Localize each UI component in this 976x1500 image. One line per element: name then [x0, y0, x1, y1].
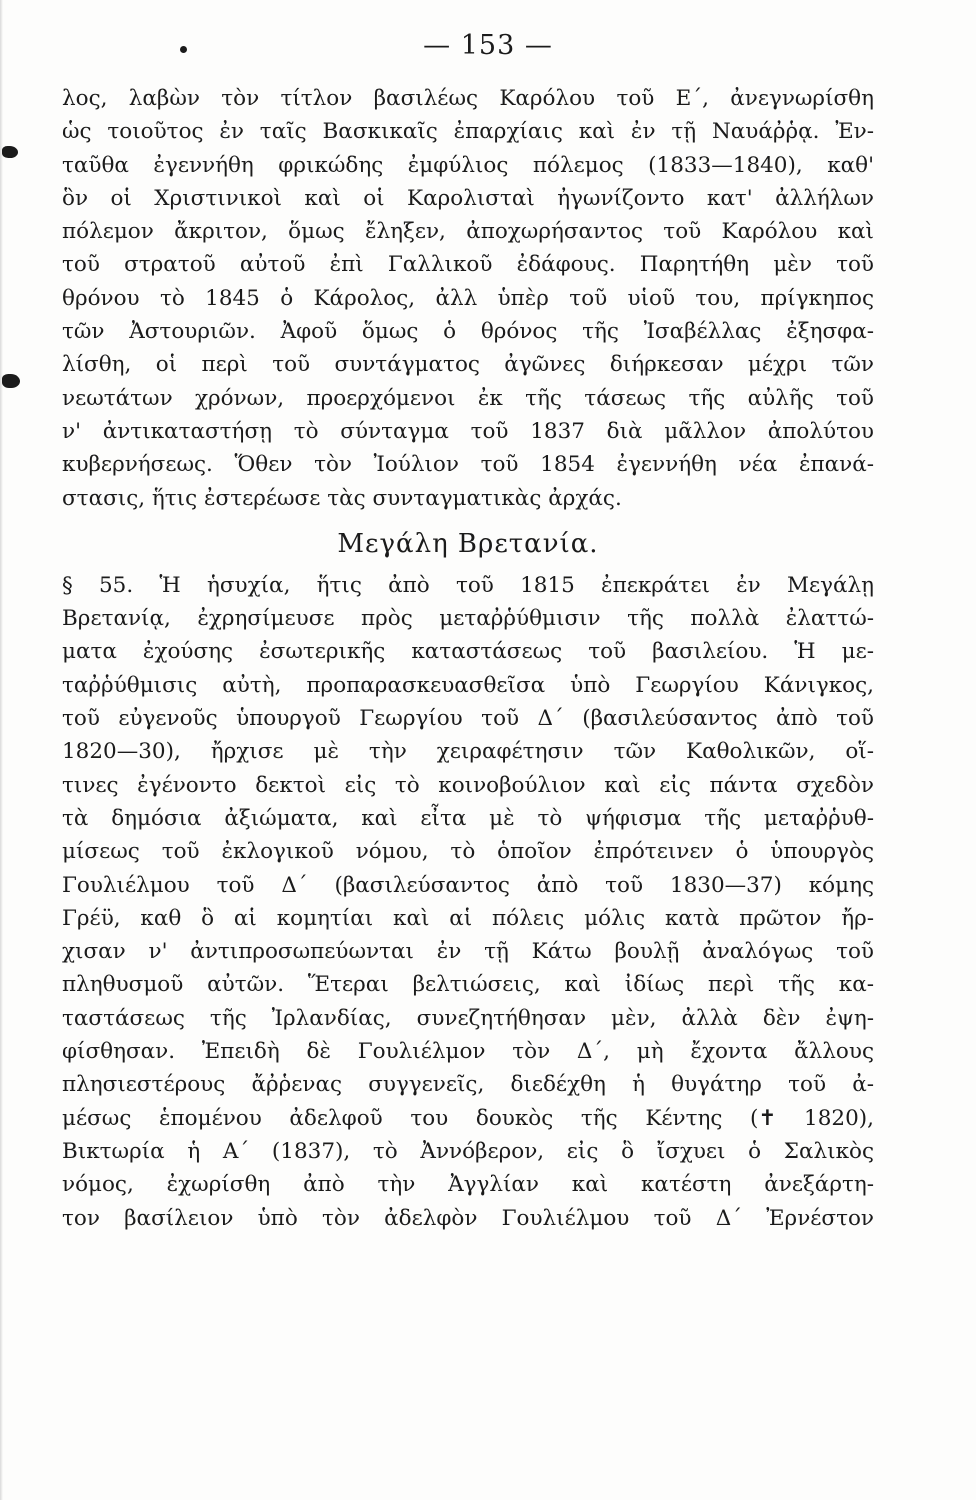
text-line: τὰ δημόσια ἀξιώματα, καὶ εἶτα μὲ τὸ ψήφισμα τῆς μεταῤῥυθ-	[62, 805, 874, 831]
text-body	[62, 82, 874, 1235]
text-line: θρόνου τὸ 1845 ὁ Κάρολος, ἀλλ ὑπὲρ τοῦ υἱοῦ του, πρίγκηπος	[62, 285, 874, 311]
text-line: ὡς τοιοῦτος ἐν ταῖς Βασκικαῖς ἐπαρχίαις καὶ ἐν τῇ Ναυάῤῥᾳ. Ἐν-	[62, 119, 874, 145]
text-line: πόλεμον ἄκριτον, ὅμως ἔληξεν, ἀποχωρήσαντος τοῦ Καρόλου καὶ	[62, 219, 874, 245]
margin-ink-blot	[2, 146, 18, 158]
paragraph-carlist-war	[62, 82, 874, 515]
text-line: Γουλιέλμου τοῦ Δ΄ (βασιλεύσαντος ἀπὸ τοῦ 1830—37) κόμης	[62, 872, 874, 898]
text-line: μέσως ἑπομένου ἀδελφοῦ του δουκὸς τῆς Κέντης (✝ 1820),	[62, 1105, 874, 1131]
text-line: ν' ἀντικαταστήσῃ τὸ σύνταγμα τοῦ 1837 διὰ μᾶλλον ἀπολύτου	[62, 418, 874, 444]
text-line: τῶν Ἀστουριῶν. Ἀφοῦ ὅμως ὁ θρόνος τῆς Ἰσαβέλλας ἐξησφα-	[62, 319, 874, 345]
text-line: τοῦ εὐγενοῦς ὑπουργοῦ Γεωργίου τοῦ Δ΄ (βασιλεύσαντος ἀπὸ τοῦ	[62, 706, 874, 732]
text-line: στασις, ἥτις ἐστερέωσε τὰς συνταγματικὰς ἀρχάς.	[62, 485, 622, 511]
text-line: νεωτάτων χρόνων, προερχόμενοι ἐκ τῆς τάσεως τῆς αὐλῆς τοῦ	[62, 385, 874, 411]
text-line: Βρετανίᾳ, ἐχρησίμευσε πρὸς μεταῤῥύθμισιν τῆς πολλὰ ἐλαττώ-	[62, 606, 874, 632]
text-line: τινες ἐγένοντο δεκτοὶ εἰς τὸ κοινοβούλιον καὶ εἰς πάντα σχεδὸν	[62, 772, 874, 798]
text-line: Βικτωρία ἡ Α΄ (1837), τὸ Ἀννόβερον, εἰς ὃ ἴσχυει ὁ Σαλικὸς	[62, 1138, 874, 1164]
text-line: ματα ἐχούσης ἐσωτερικῆς καταστάσεως τοῦ βασιλείου. Ἡ με-	[62, 639, 874, 665]
text-line: φίσθησαν. Ἐπειδὴ δὲ Γουλιέλμον τὸν Δ΄, μὴ ἔχοντα ἄλλους	[62, 1039, 874, 1065]
text-line: μίσεως τοῦ ἐκλογικοῦ νόμου, τὸ ὁποῖον ἐπρότεινεν ὁ ὑπουργὸς	[62, 839, 874, 865]
text-line: πληθυσμοῦ αὐτῶν. Ἕτεραι βελτιώσεις, καὶ ἰδίως περὶ τῆς κα-	[62, 972, 874, 998]
text-line: ταῤῥύθμισις αὐτὴ, προπαρασκευασθεῖσα ὑπὸ Γεωργίου Κάνιγκος,	[62, 672, 874, 698]
text-line: νόμος, ἐχωρίσθη ἀπὸ τὴν Ἀγγλίαν καὶ κατέστη ἀνεξάρτη-	[62, 1172, 874, 1198]
text-line: κυβερνήσεως. Ὅθεν τὸν Ἰούλιον τοῦ 1854 ἐγεννήθη νέα ἐπανά-	[62, 452, 874, 478]
text-line: λίσθη, οἱ περὶ τοῦ συντάγματος ἀγῶνες διήρκεσαν μέχρι τῶν	[62, 352, 874, 378]
page-number: — 153 —	[423, 30, 553, 61]
text-line: ταῦθα ἐγεννήθη φρικώδης ἐμφύλιος πόλεμος (1833—1840), καθ'	[62, 152, 874, 178]
text-line: πλησιεστέρους ἄῤῥενας συγγενεῖς, διεδέχθη ἡ θυγάτηρ τοῦ ἀ-	[62, 1072, 874, 1098]
text-line: 1820—30), ἤρχισε μὲ τὴν χειραφέτησιν τῶν Καθολικῶν, οἵ-	[62, 739, 874, 765]
page-edge-shadow	[0, 0, 3, 1500]
section-heading: Μεγάλη Βρετανία.	[337, 528, 599, 559]
margin-ink-blot	[2, 374, 20, 388]
text-line: χισαν ν' ἀντιπροσωπεύωνται ἐν τῇ Κάτω βουλῇ ἀναλόγως τοῦ	[62, 939, 874, 965]
text-line: ὃν οἱ Χριστινικοὶ καὶ οἱ Καρολισταὶ ἠγωνίζοντο κατ' ἀλλήλων	[62, 185, 874, 211]
text-line: Γρέϋ, καθ ὃ αἱ κομητίαι καὶ αἱ πόλεις μόλις κατὰ πρῶτον ἤρ-	[62, 905, 874, 931]
text-line: τοῦ στρατοῦ αὐτοῦ ἐπὶ Γαλλικοῦ ἐδάφους. Παρητήθη μὲν τοῦ	[62, 252, 874, 278]
text-line: ταστάσεως τῆς Ἰρλανδίας, συνεζητήθησαν μὲν, ἀλλὰ δὲν ἐψη-	[62, 1005, 874, 1031]
paragraph-great-britain	[62, 569, 874, 1235]
text-line: λος, λαβὼν τὸν τίτλον βασιλέως Καρόλου τοῦ Ε΄, ἀνεγνωρίσθη	[62, 86, 874, 111]
text-line: § 55. Ἡ ἡσυχία, ἥτις ἀπὸ τοῦ 1815 ἐπεκράτει ἐν Μεγάλῃ	[62, 572, 874, 598]
text-line: τον βασίλειον ὑπὸ τὸν ἀδελφὸν Γουλιέλμου τοῦ Δ΄ Ἐρνέστον	[62, 1205, 874, 1231]
